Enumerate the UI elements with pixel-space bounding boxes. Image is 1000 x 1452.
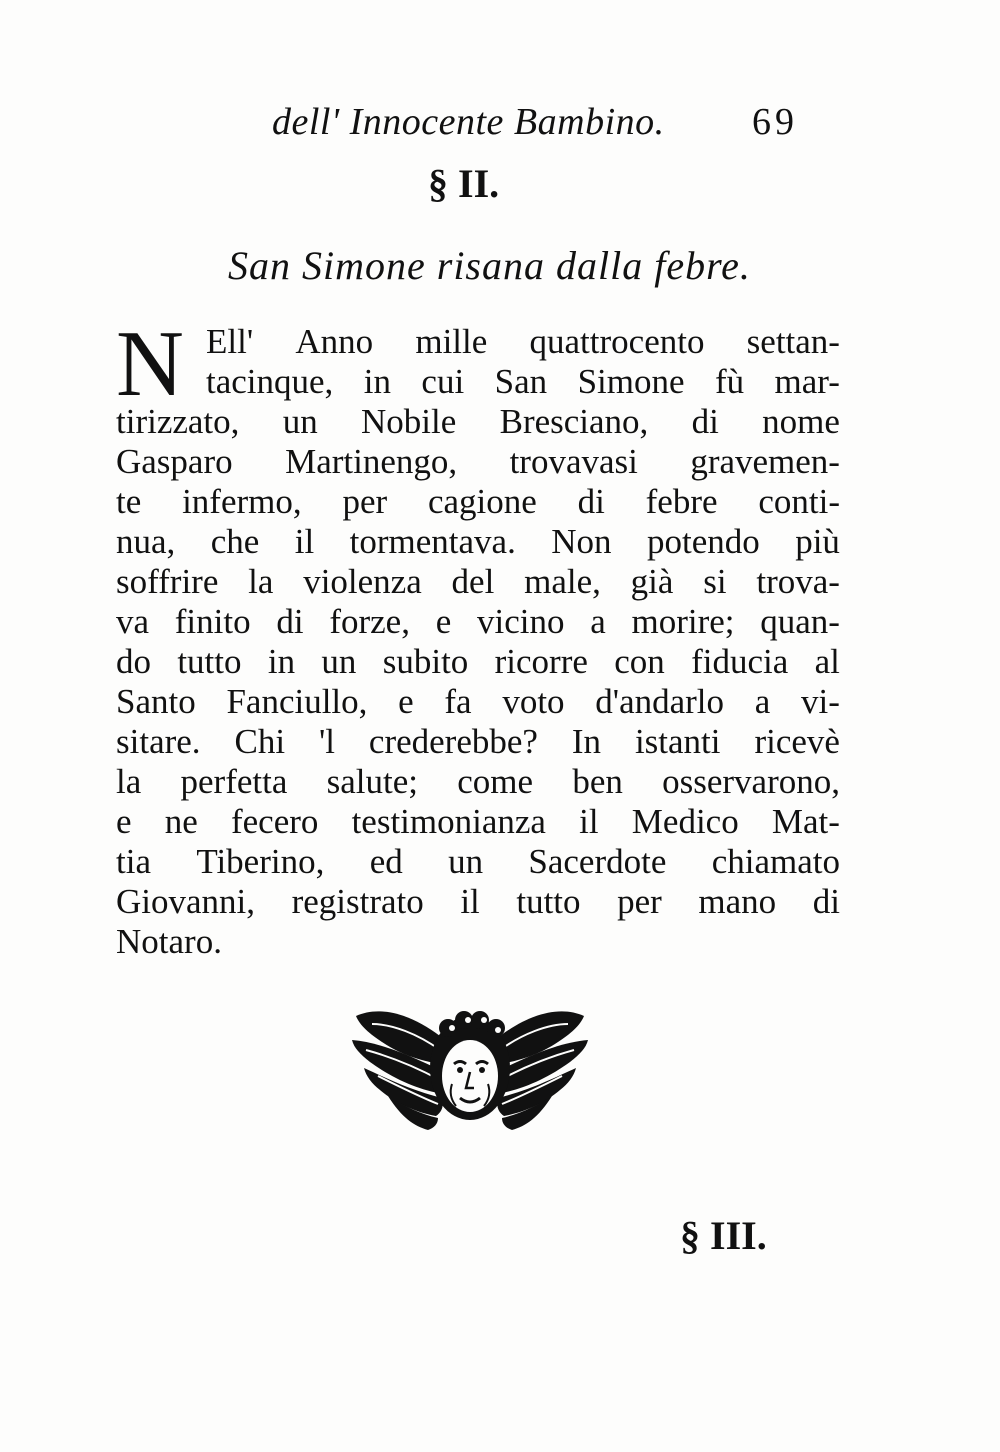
word: più (795, 522, 840, 561)
word: nua, (116, 522, 176, 561)
text-line (116, 722, 840, 762)
word: il (294, 522, 315, 561)
word: ne (164, 802, 198, 841)
word: già (630, 562, 674, 601)
word: Giovanni, (116, 882, 256, 921)
text-line (116, 482, 840, 522)
word: istanti (634, 722, 721, 761)
word: Medico (631, 802, 739, 841)
word: Gasparo (116, 442, 233, 481)
word: do (116, 642, 151, 681)
word: San (494, 362, 548, 401)
text-line (116, 762, 840, 802)
word: fù (714, 362, 745, 401)
word: Bresciano, (499, 402, 649, 441)
word: fiducia (691, 642, 789, 681)
word: febre (645, 482, 718, 521)
word: fa (444, 682, 472, 721)
word: tirizzato, (116, 402, 240, 441)
word: mille (415, 322, 488, 361)
word: Simone (577, 362, 685, 401)
word: cagione (427, 482, 537, 521)
text-line (116, 682, 840, 722)
word: e (398, 682, 414, 721)
word: e (116, 802, 132, 841)
word: del (451, 562, 495, 601)
word: settan- (746, 322, 840, 361)
text-line (116, 562, 840, 602)
word: Santo (116, 682, 196, 721)
catchword: § III. (680, 1213, 767, 1258)
word: tutto (516, 882, 581, 921)
word: Martinengo, (285, 442, 458, 481)
running-head-title: dell' Innocente Bambino. (272, 101, 665, 143)
word: tormentava. (349, 522, 516, 561)
word: Chi (234, 722, 286, 761)
text-line (116, 642, 840, 682)
word: va (116, 602, 150, 641)
word: forze, (329, 602, 410, 641)
text-line (116, 402, 840, 442)
word: mar- (774, 362, 840, 401)
word: quan- (760, 602, 840, 641)
word: Non (551, 522, 612, 561)
word: vi- (801, 682, 840, 721)
word: Mat- (771, 802, 840, 841)
word: ricevè (754, 722, 840, 761)
word: di (812, 882, 840, 921)
word: quattrocento (529, 322, 705, 361)
word: la (248, 562, 274, 601)
word: la (116, 762, 142, 801)
word: d'andarlo (595, 682, 725, 721)
text-line (116, 882, 840, 922)
word: crederebbe? (368, 722, 538, 761)
word: te (116, 482, 142, 521)
word: potendo (646, 522, 760, 561)
word: gravemen- (690, 442, 840, 481)
word: con (614, 642, 665, 681)
word: a (590, 602, 606, 641)
cherub-head (430, 1011, 510, 1120)
word: osservarono, (662, 762, 840, 801)
text-line (206, 362, 840, 402)
word: tutto (177, 642, 242, 681)
word: trovavasi (509, 442, 638, 481)
word: soffrire (116, 562, 219, 601)
word: cui (421, 362, 465, 401)
word: sitare. (116, 722, 201, 761)
text-line (116, 802, 840, 842)
word: ed (369, 842, 403, 881)
text-line (206, 322, 840, 362)
text-line (116, 442, 840, 482)
word: per (342, 482, 388, 521)
word: il (579, 802, 599, 841)
word: registrato (291, 882, 424, 921)
word: di (577, 482, 605, 521)
word: vicino (476, 602, 565, 641)
word: 'l (318, 722, 335, 761)
word: Sacerdote (528, 842, 667, 881)
text-line (116, 842, 840, 882)
word: in (267, 642, 296, 681)
drop-cap: N (116, 312, 184, 416)
word: tacinque, (206, 362, 334, 401)
section-heading: § II. (428, 161, 500, 206)
word: un (321, 642, 357, 681)
word: Fanciullo, (226, 682, 368, 721)
text-line (116, 522, 840, 562)
word: nome (762, 402, 840, 441)
word: un (282, 402, 318, 441)
word: ben (572, 762, 623, 801)
text-line (116, 922, 840, 962)
word: infermo, (182, 482, 302, 521)
word: fecero (230, 802, 319, 841)
word: In (571, 722, 602, 761)
word: voto (502, 682, 565, 721)
word: e (435, 602, 452, 641)
text-line (116, 602, 840, 642)
word: come (457, 762, 534, 801)
word: ricorre (494, 642, 588, 681)
word: Nobile (361, 402, 457, 441)
word: chiamato (711, 842, 840, 881)
word: morire; (631, 602, 735, 641)
word: in (363, 362, 391, 401)
word: il (460, 882, 480, 921)
page-number: 69 (752, 101, 798, 143)
word: conti- (758, 482, 840, 521)
body-text (116, 312, 840, 962)
word: trova- (756, 562, 840, 601)
section-subtitle: San Simone risana dalla febre. (228, 243, 751, 288)
word: al (814, 642, 840, 681)
word: salute; (326, 762, 419, 801)
word: per (617, 882, 662, 921)
word: di (276, 602, 304, 641)
word: mano (698, 882, 777, 921)
word: Ell' (206, 322, 254, 361)
word: Tiberino, (196, 842, 325, 881)
word: Notaro. (116, 922, 222, 961)
word: testimonianza (351, 802, 546, 841)
winged-cherub-head-icon (348, 1002, 592, 1140)
word: subito (382, 642, 469, 681)
word: che (210, 522, 260, 561)
word: tia (116, 842, 151, 881)
word: di (691, 402, 719, 441)
word: un (448, 842, 484, 881)
word: perfetta (180, 762, 288, 801)
word: a (754, 682, 771, 721)
word: male, (524, 562, 601, 601)
word: si (703, 562, 727, 601)
word: violenza (303, 562, 422, 601)
word: finito (174, 602, 251, 641)
word: Anno (295, 322, 374, 361)
